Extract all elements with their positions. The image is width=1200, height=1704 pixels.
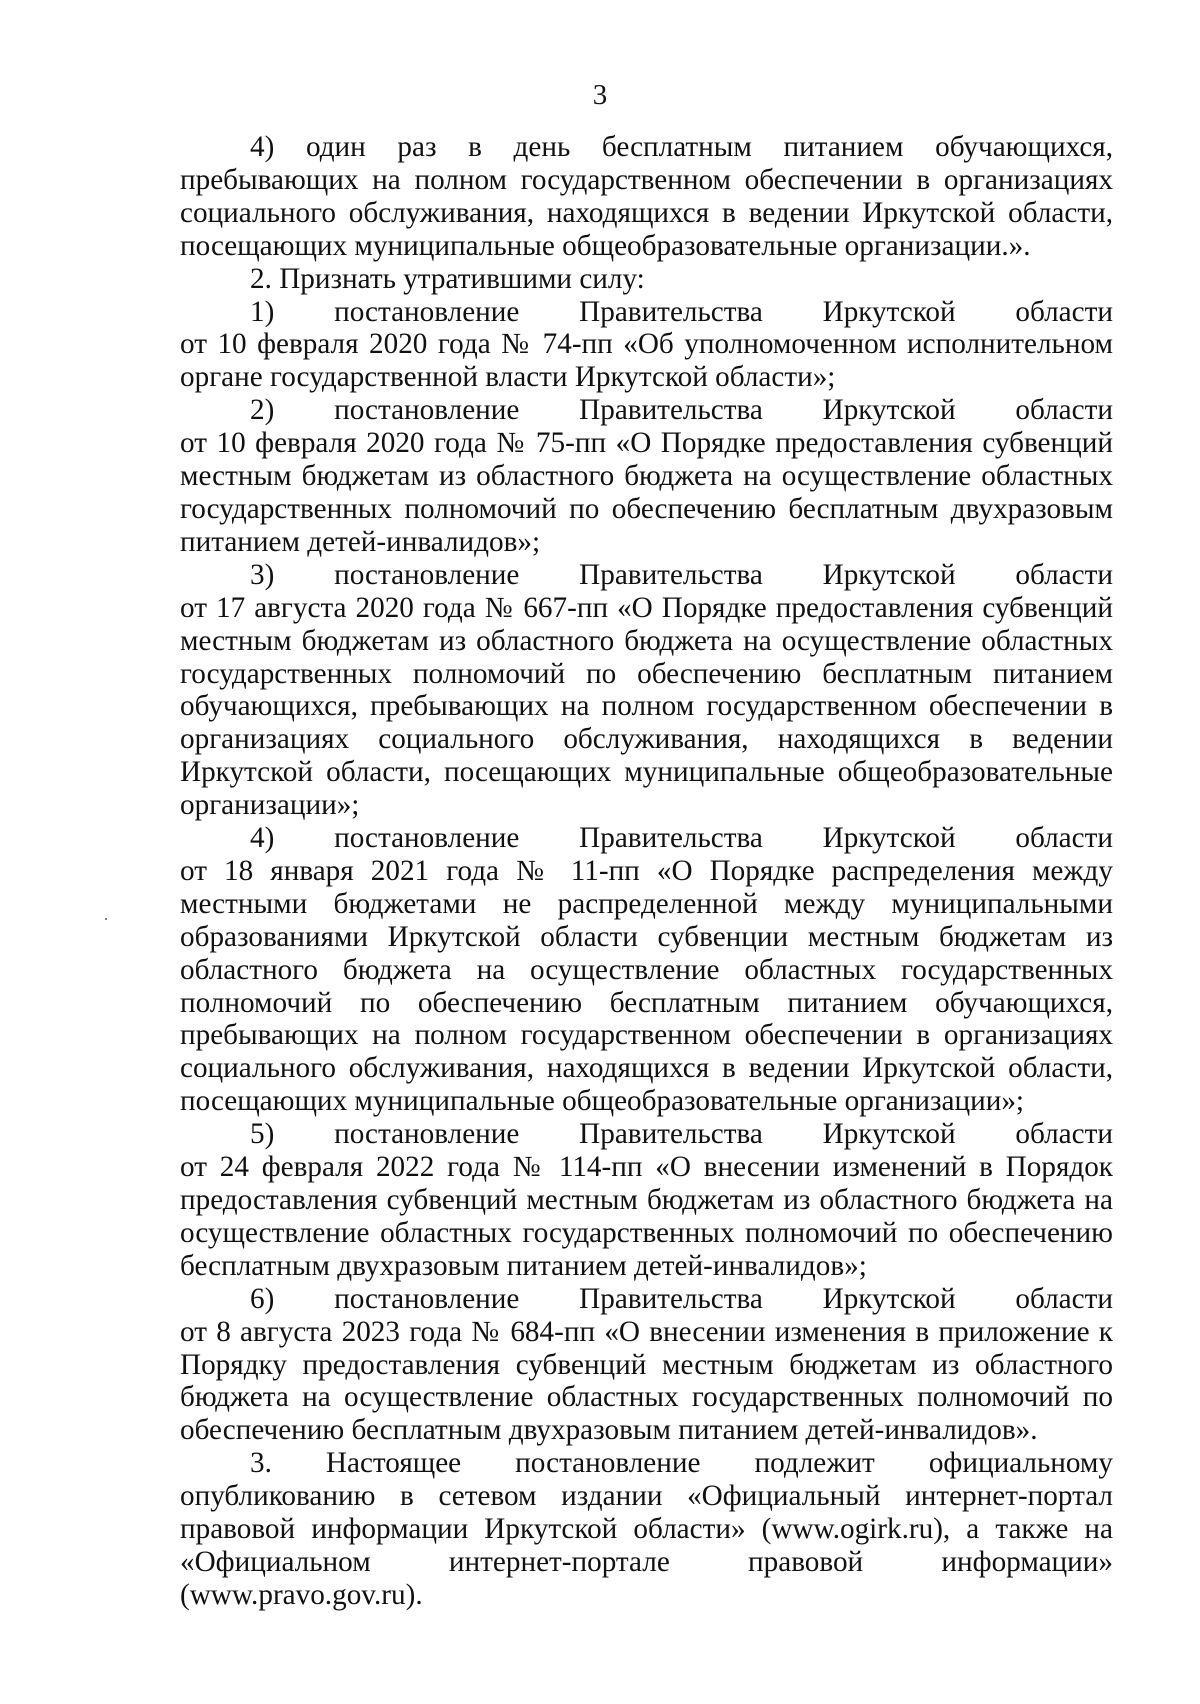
paragraph-section-2: 2. Признать утратившими силу:	[250, 262, 645, 295]
repealed-item-4	[180, 822, 1113, 1118]
repealed-item-number: 4)	[250, 822, 275, 855]
repealed-item-heading	[180, 1118, 1113, 1151]
word-postanovlenie: постановление	[334, 1118, 520, 1151]
repealed-item-5	[180, 1118, 1113, 1283]
repealed-item-text: от 18 января 2021 года № 11-пп «О Порядке распределения между местными бюджетами не распределенной между муниципальными образованиями Иркутской области субвенции местным бюджетам из областного бюджета на осуществление областных государственных полномочий по обеспечению бесплатным питанием обучающихся, пребывающих на полном государственном обеспечении в организациях социального обслуживания, находящихся в ведении Иркутской области, посещающих муниципальные общеобразовательные организации»;	[180, 854, 1113, 1118]
word-postanovlenie: постановление	[334, 822, 520, 855]
word-postanovlenie: постановление	[334, 394, 520, 427]
word-pravitelstva: Правительства	[579, 558, 763, 591]
word-oblasti: области	[1015, 1118, 1113, 1151]
word-oblasti: области	[1015, 394, 1113, 427]
word-oblasti: области	[1015, 558, 1113, 591]
repealed-item-text: от 10 февраля 2020 года № 75-пп «О Порядке предоставления субвенций местным бюджетам из областного бюджета на осуществление областных государственных полномочий по обеспечению бесплатным двухразовым питанием детей-инвалидов»;	[180, 427, 1113, 558]
repealed-item-3	[180, 559, 1113, 822]
repealed-item-number: 3)	[250, 558, 275, 591]
repealed-item-text: от 17 августа 2020 года № 667-пп «О Порядке предоставления субвенций местным бюджетам из областного бюджета на осуществление областных государственных полномочий по обеспечению бесплатным питанием обучающихся, пребывающих на полном государственном обеспечении в организациях социального обслуживания, находящихся в ведении Иркутской области, посещающих муниципальные общеобразовательные организации»;	[180, 591, 1113, 822]
word-oblasti: области	[1015, 822, 1113, 855]
repealed-item-1	[180, 296, 1113, 395]
repealed-item-text: от 24 февраля 2022 года № 114-пп «О внесении изменений в Порядок предоставления субвенций местным бюджетам из областного бюджета на осуществление областных государственных полномочий по обеспечению бесплатным двухразовым питанием детей-инвалидов»;	[180, 1151, 1113, 1282]
repealed-item-6	[180, 1283, 1113, 1448]
word-postanovlenie: постановление	[334, 295, 520, 328]
word-irkutskoy: Иркутской	[822, 394, 956, 427]
repealed-item-heading	[180, 394, 1113, 427]
repealed-item-number: 5)	[250, 1118, 275, 1151]
scan-artifact-dot	[105, 918, 107, 920]
repealed-item-number: 6)	[250, 1282, 275, 1315]
word-irkutskoy: Иркутской	[822, 822, 956, 855]
word-irkutskoy: Иркутской	[822, 558, 956, 591]
word-pravitelstva: Правительства	[579, 822, 763, 855]
word-oblasti: области	[1015, 295, 1113, 328]
word-irkutskoy: Иркутской	[822, 1282, 956, 1315]
repealed-item-heading	[180, 822, 1113, 855]
word-postanovlenie: постановление	[334, 1282, 520, 1315]
repealed-item-number: 1)	[250, 295, 275, 328]
word-irkutskoy: Иркутской	[822, 1118, 956, 1151]
word-pravitelstva: Правительства	[579, 394, 763, 427]
repealed-item-number: 2)	[250, 394, 275, 427]
document-body	[180, 131, 1113, 1612]
word-pravitelstva: Правительства	[579, 295, 763, 328]
repealed-item-heading	[180, 296, 1113, 329]
repealed-item-heading	[180, 1283, 1113, 1316]
word-pravitelstva: Правительства	[579, 1118, 763, 1151]
page-number: 3	[592, 79, 608, 111]
repealed-item-text: от 8 августа 2023 года № 684-пп «О внесении изменения в приложение к Порядку предоставления субвенций местным бюджетам из областного бюджета на осуществление областных государственных полномочий по обеспечению бесплатным двухразовым питанием детей-инвалидов».	[180, 1315, 1113, 1447]
word-oblasti: области	[1015, 1282, 1113, 1315]
repealed-item-2	[180, 394, 1113, 559]
repealed-item-text: от 10 февраля 2020 года № 74-пп «Об уполномоченном исполнительном органе государственной власти Иркутской области»;	[180, 328, 1113, 394]
paragraph-item-4: 4) один раз в день бесплатным питанием обучающихся, пребывающих на полном государственном обеспечении в организациях социального обслуживания, находящихся в ведении Иркутской области, посещающих муниципальные общеобразовательные организации.».	[180, 131, 1113, 262]
paragraph-section-3: 3. Настоящее постановление подлежит официальному опубликованию в сетевом издании «Официальный интернет-портал правовой информации Иркутской области» (www.ogirk.ru), а также на «Официальном интернет-портале правовой информации» (www.pravo.gov.ru).	[180, 1447, 1113, 1611]
word-irkutskoy: Иркутской	[822, 295, 956, 328]
word-postanovlenie: постановление	[334, 558, 520, 591]
repealed-item-heading	[180, 559, 1113, 592]
word-pravitelstva: Правительства	[579, 1282, 763, 1315]
